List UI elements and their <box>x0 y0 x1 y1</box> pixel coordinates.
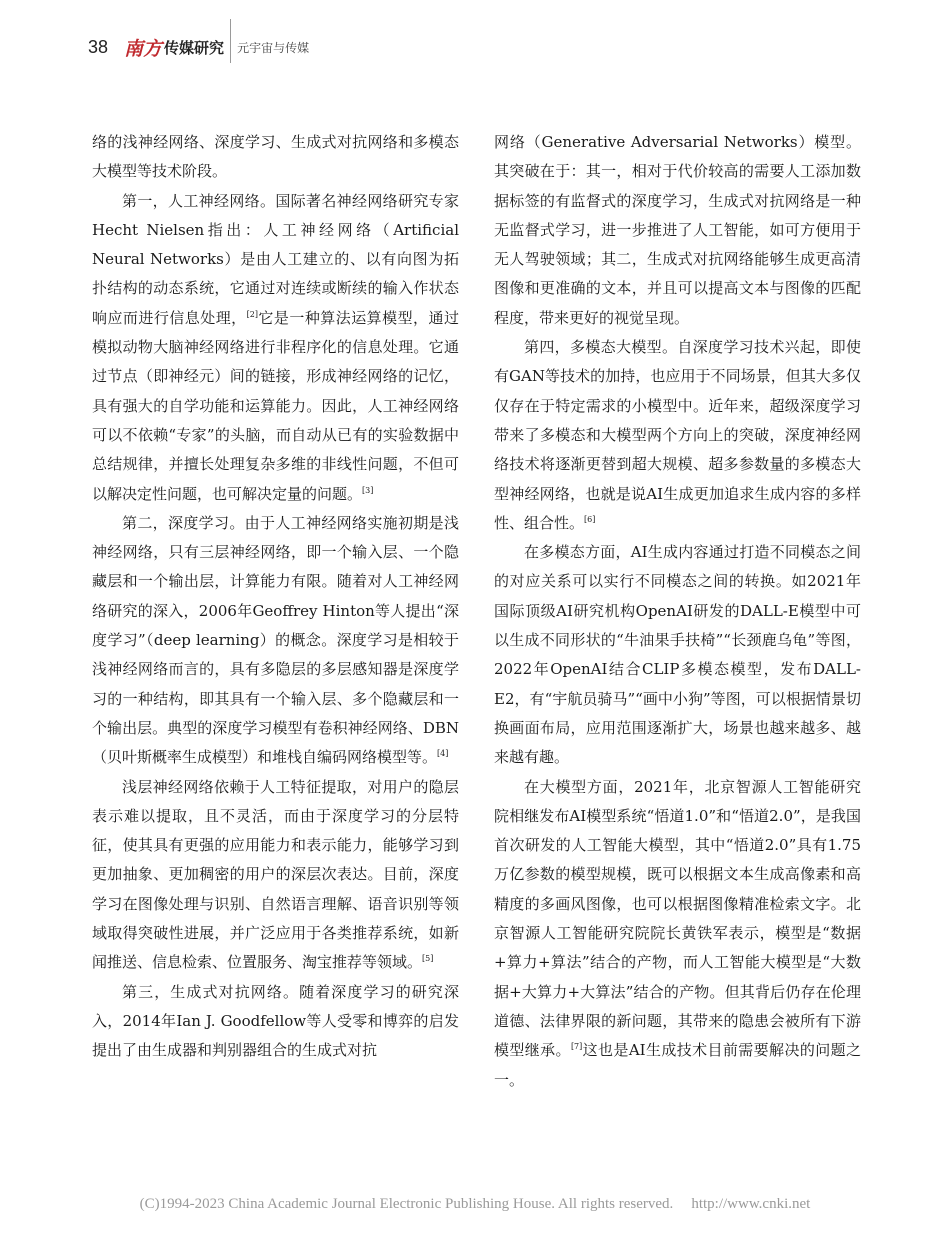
paragraph-text: 这也是AI生成技术目前需要解决的问题之一。 <box>494 1041 861 1089</box>
paragraph <box>92 773 459 978</box>
journal-logo: 南方 <box>124 37 163 60</box>
paragraph <box>92 187 459 509</box>
citation-ref: [5] <box>422 954 434 964</box>
paragraph <box>92 509 459 773</box>
paragraph-text: 第四，多模态大模型。自深度学习技术兴起，即使有GAN等技术的加持，也应用于不同场景，但其大多仅仅存在于特定需求的小模型中。近年来，超级深度学习带来了多模态和大模型两个方向上的突破，深度神经网络技术将逐渐更替到超大规模、超多参数量的多模态大型神经网络，也就是说AI生成更加追求生成内容的多样性、组合性。 <box>494 338 861 532</box>
citation-ref: [3] <box>362 485 374 495</box>
paragraph-text: 在多模态方面，AI生成内容通过打造不同模态之间的对应关系可以实行不同模态之间的转换。如2021年国际顶级AI研究机构OpenAI研发的DALL-E模型中可以生成不同形状的“牛油果手扶椅”“长颈鹿乌龟”等图，2022年OpenAI结合CLIP多模态模型，发布DALL-E2，有“宇航员骑马”“画中小狗”等图，可以根据情景切换画面布局，应用范围逐渐扩大，场景也越来越多、越来越有趣。 <box>494 543 861 767</box>
paragraph-text: 络的浅神经网络、深度学习、生成式对抗网络和多模态大模型等技术阶段。 <box>92 133 459 181</box>
paragraph <box>494 538 861 772</box>
paragraph-text: 第二，深度学习。由于人工神经网络实施初期是浅神经网络，只有三层神经网络，即一个输入层、一个隐藏层和一个输出层，计算能力有限。随着对人工神经网络研究的深入，2006年Geoffrey Hinton等人提出“深度学习”（deep learning）的概念。深度学习是相较于浅神经网络而言的，具有多隐层的多层感知器是深度学习的一种结构，即其具有一个输入层、多个隐藏层和一个输出层。典型的深度学习模型有卷积神经网络、DBN（贝叶斯概率生成模型）和堆栈自编码网络模型等。 <box>92 513 459 767</box>
left-column <box>92 128 459 1066</box>
right-column <box>494 128 861 1095</box>
paragraph-text: 它是一种算法运算模型，通过模拟动物大脑神经网络进行非程序化的信息处理。它通过节点（即神经元）间的链接，形成神经网络的记忆，具有强大的自学功能和运算能力。因此，人工神经网络可以不依赖“专家”的头脑，而自动从已有的实验数据中总结规律，并擅长处理复杂多维的非线性问题，不但可以解决定性问题，也可解决定量的问题。 <box>92 308 459 503</box>
paragraph <box>494 128 861 333</box>
paragraph <box>494 773 861 1095</box>
paragraph-text: 第一，人工神经网络。国际著名神经网络研究专家Hecht Nielsen指出：人工神经网络（Artificial Neural Networks）是由人工建立的、以有向图为拓扑结构的动态系统，它通过对连续或断续的输入作状态响应而进行信息处理， <box>92 191 459 327</box>
paragraph <box>494 333 861 538</box>
citation-ref: [7] <box>570 1042 583 1052</box>
page-footer <box>0 1196 950 1213</box>
citation-ref: [6] <box>584 514 596 524</box>
paragraph <box>92 978 459 1066</box>
page-header <box>88 30 309 64</box>
journal-title: 传媒研究 <box>164 38 225 57</box>
header-divider <box>230 19 231 63</box>
paragraph-text: 网络（Generative Adversarial Networks）模型。其突破在于：其一，相对于代价较高的需要人工添加数据标签的有监督式的深度学习，生成式对抗网络是一种无监督式学习，进一步推进了人工智能，如可方便用于无人驾驶领域；其二，生成式对抗网络能够生成更高清图像和更准确的文本，并且可以提高文本与图像的匹配程度，带来更好的视觉呈现。 <box>494 133 861 327</box>
paragraph <box>92 128 459 187</box>
paragraph-text: 第三，生成式对抗网络。随着深度学习的研究深入，2014年Ian J. Goodfellow等人受零和博弈的启发提出了由生成器和判别器组合的生成式对抗 <box>92 982 459 1060</box>
citation-ref: [4] <box>437 749 449 759</box>
section-title: 元宇宙与传媒 <box>237 40 310 55</box>
copyright-notice: (C)1994-2023 China Academic Journal Electronic Publishing House. All rights reserved. <box>139 1196 674 1212</box>
citation-ref: [2] <box>246 309 258 319</box>
page-number: 38 <box>88 36 109 57</box>
footer-url[interactable]: http://www.cnki.net <box>691 1196 811 1212</box>
paragraph-text: 浅层神经网络依赖于人工特征提取，对用户的隐层表示难以提取，且不灵活，而由于深度学习的分层特征，使其具有更强的应用能力和表示能力，能够学习到更加抽象、更加稠密的用户的深层次表达。目前，深度学习在图像处理与识别、自然语言理解、语音识别等领域取得突破性进展，并广泛应用于各类推荐系统，如新闻推送、信息检索、位置服务、淘宝推荐等领域。 <box>92 777 459 972</box>
paragraph-text: 在大模型方面，2021年，北京智源人工智能研究院相继发布AI模型系统“悟道1.0”和“悟道2.0”，是我国首次研发的人工智能大模型，其中“悟道2.0”具有1.75万亿参数的模型规模，既可以根据文本生成高像素和高精度的多画风图像，也可以根据图像精准检索文字。北京智源人工智能研究院院长黄铁军表示，模型是“数据+算力+算法”结合的产物，而人工智能大模型是“大数据+大算力+大算法”结合的产物。但其背后仍存在伦理道德、法律界限的新问题，其带来的隐患会被所有下游模型继承。 <box>494 777 861 1060</box>
